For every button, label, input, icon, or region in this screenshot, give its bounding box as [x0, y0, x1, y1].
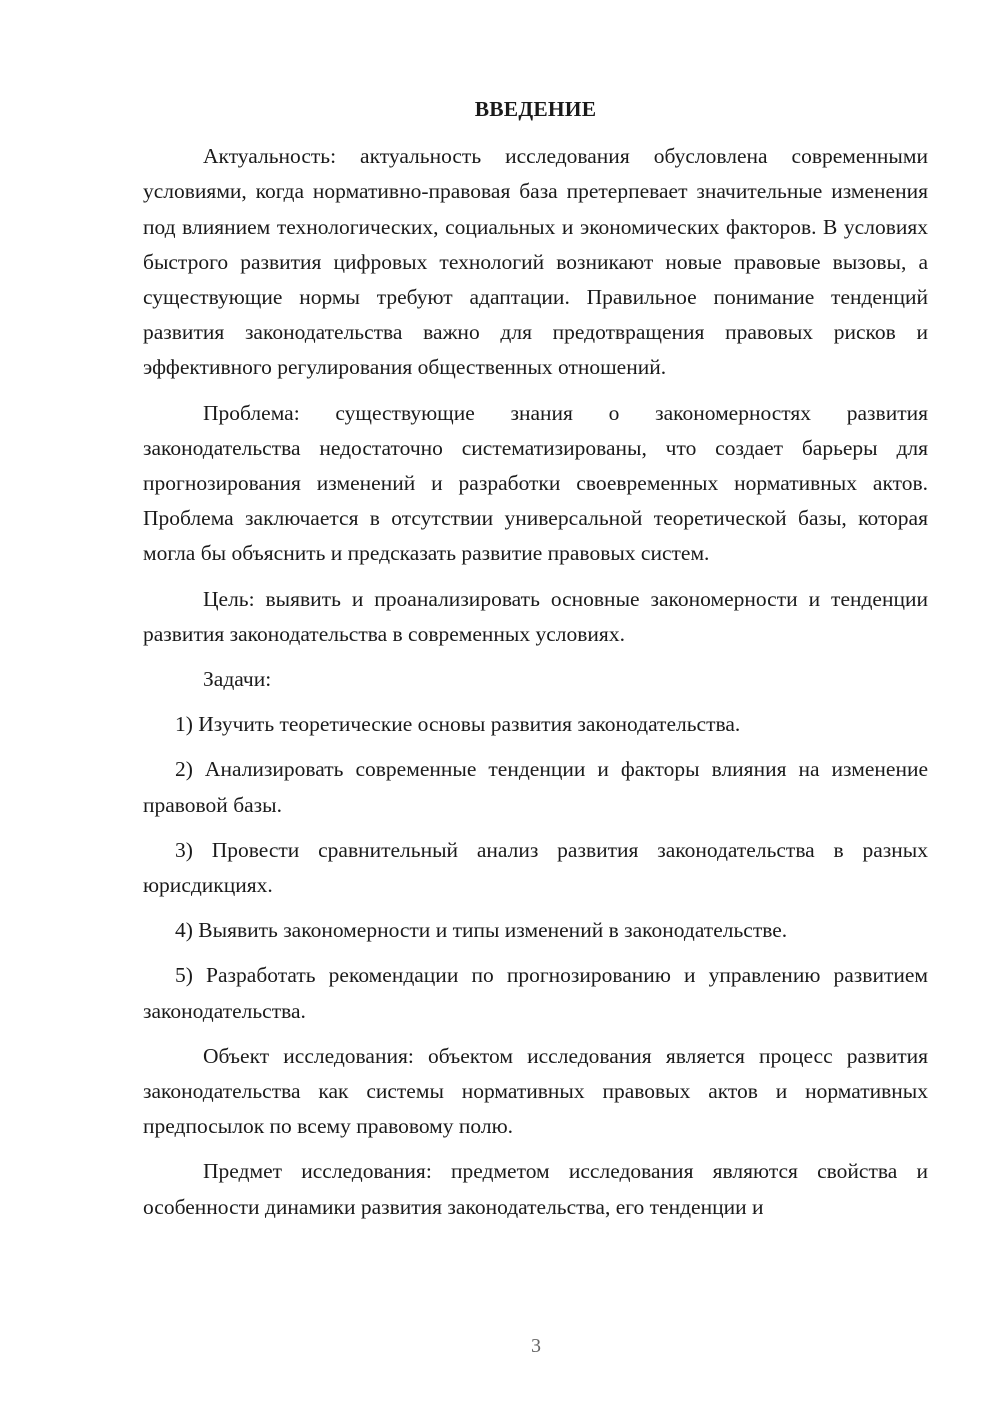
- tasks-label: Задачи:: [203, 667, 272, 692]
- task-item: 5) Разработать рекомендации по прогнозированию и управлению развитием законодательства.: [143, 963, 928, 1023]
- problem-paragraph: Проблема: существующие знания о закономерностях развития законодательства недостаточно систематизированы, что создает барьеры для прогнозирования изменений и разработки своевременных нормативных актов. Проблема заключается в отсутствии универсальной теоретической базы, которая могла бы объяснить и предсказать развитие правовых систем.: [143, 400, 928, 566]
- task-item: 3) Провести сравнительный анализ развития законодательства в разных юрисдикциях.: [143, 837, 928, 898]
- page-number: 3: [531, 1335, 541, 1357]
- object-paragraph: Объект исследования: объектом исследования является процесс развития законодательства как системы нормативных правовых актов и нормативных предпосылок по всему правовому полю.: [143, 1043, 928, 1139]
- section-title: ВВЕДЕНИЕ: [474, 97, 597, 121]
- task-item: 4) Выявить закономерности и типы изменений в законодательстве.: [175, 918, 788, 943]
- task-item: 2) Анализировать современные тенденции и факторы влияния на изменение правовой базы.: [143, 757, 928, 817]
- page-content: [143, 92, 928, 1235]
- goal-paragraph: Цель: выявить и проанализировать основные закономерности и тенденции развития законодательства в современных условиях.: [143, 586, 928, 646]
- subject-paragraph: Предмет исследования: предметом исследования являются свойства и особенности динамики развития законодательства, его тенденции и: [143, 1159, 928, 1219]
- relevance-paragraph: Актуальность: актуальность исследования обусловлена современными условиями, когда нормативно-правовая база претерпевает значительные изменения под влиянием технологических, социальных и экономических факторов. В условиях быстрого развития цифровых технологий возникают новые правовые вызовы, а существующие нормы требуют адаптации. Правильное понимание тенденций развития законодательства важно для предотвращения правовых рисков и эффективного регулирования общественных отношений.: [143, 144, 928, 380]
- task-item: 1) Изучить теоретические основы развития законодательства.: [175, 712, 741, 737]
